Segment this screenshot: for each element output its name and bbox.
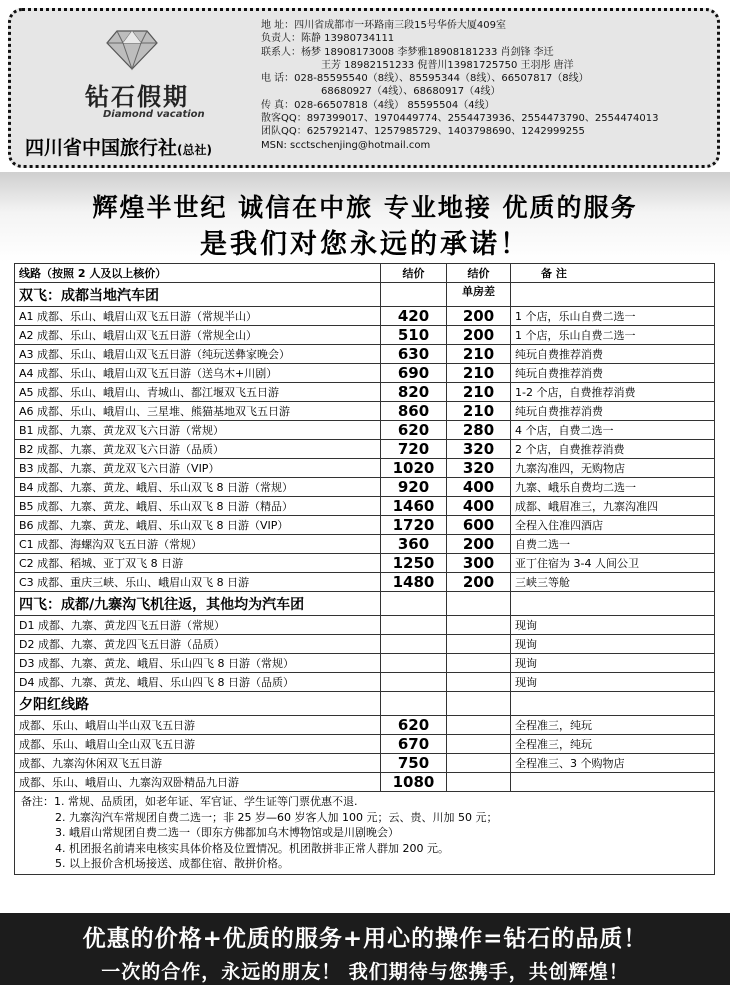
remark-cell: 九寨沟准四，无购物店: [511, 459, 715, 478]
route-cell: C3 成都、重庆三峡、乐山、峨眉山双飞 8 日游: [15, 573, 381, 592]
remark-cell: 九寨、峨乐自费均二选一: [511, 478, 715, 497]
remark-cell: 现询: [511, 673, 715, 692]
route-header: 线路（按照 2 人及以上核价）: [15, 264, 381, 283]
price-cell: 420: [381, 307, 447, 326]
single-supplement-cell: 200: [447, 535, 511, 554]
price-cell: 1020: [381, 459, 447, 478]
remark-cell: 现询: [511, 616, 715, 635]
section-price-cell: [381, 692, 447, 716]
price-cell: 1480: [381, 573, 447, 592]
slogan-line-2: 是我们对您永远的承诺！: [200, 229, 530, 260]
note-text: 3. 峨眉山常规团自费二选一（即东方佛都加乌木博物馆或是川剧晚会）: [55, 826, 399, 839]
route-cell: B4 成都、九寨、黄龙、峨眉、乐山双飞 8 日游（常规）: [15, 478, 381, 497]
single-supplement-cell: [447, 773, 511, 792]
manager-line: 负责人：陈静 13980734111: [261, 33, 395, 45]
price-cell: 1250: [381, 554, 447, 573]
group-qq-line: 团队QQ：625792147、1257985729、1403798690、1242999255: [261, 126, 585, 138]
remark-cell: 全程入住准四酒店: [511, 516, 715, 535]
phone-line: 电 话：028-85595540（8线）、85595344（8线）、66507817（8线）: [261, 73, 589, 85]
note-item: [21, 856, 708, 872]
route-cell: A3 成都、乐山、峨眉山双飞五日游（纯玩送彝家晚会）: [15, 345, 381, 364]
section-header-row: [15, 692, 715, 716]
single-supplement-cell: 200: [447, 326, 511, 345]
section-price-cell: [381, 283, 447, 307]
table-row: [15, 326, 715, 345]
note-text: 4. 机团报名前请来电核实具体价格及位置情况。机团散拼非正常人群加 200 元。: [55, 841, 449, 855]
contacts-line-2: 王芳 18982151233 倪普川13981725750 王羽彤 唐洋: [321, 59, 574, 71]
route-cell: 成都、九寨沟休闲双飞五日游: [15, 754, 381, 773]
table-row: [15, 535, 715, 554]
footer-banner: [0, 913, 730, 985]
table-row: [15, 345, 715, 364]
price-cell: [381, 616, 447, 635]
route-cell: 成都、乐山、峨眉山全山双飞五日游: [15, 735, 381, 754]
single-supplement-cell: 320: [447, 440, 511, 459]
remarks-header: 备 注: [511, 264, 715, 283]
remark-cell: 亚丁住宿为 3-4 人间公卫: [511, 554, 715, 573]
notes-label: 备注：: [21, 795, 54, 808]
section-note-cell: [511, 283, 715, 307]
agency-name: [25, 133, 212, 160]
table-row: [15, 616, 715, 635]
individual-qq-line: 散客QQ：897399017、1970449774、2554473936、2554473790、2554474013: [261, 113, 659, 125]
remark-cell: 1 个店，乐山自费二选一: [511, 307, 715, 326]
table-row: [15, 421, 715, 440]
note-item: [21, 825, 708, 841]
section-single-cell: [447, 592, 511, 616]
single-supplement-cell: 300: [447, 554, 511, 573]
remark-cell: 纯玩自费推荐消费: [511, 364, 715, 383]
remark-cell: 4 个店，自费二选一: [511, 421, 715, 440]
price-cell: 620: [381, 716, 447, 735]
notes-row: [15, 792, 715, 875]
contacts-line: 联系人：杨梦 18908173008 李梦雅18908181233 肖剑锋 李迁: [261, 46, 554, 58]
company-header: [8, 8, 720, 168]
route-cell: D4 成都、九寨、黄龙、峨眉、乐山四飞 8 日游（品质）: [15, 673, 381, 692]
route-cell: B1 成都、九寨、黄龙双飞六日游（常规）: [15, 421, 381, 440]
route-cell: B3 成都、九寨、黄龙双飞六日游（VIP）: [15, 459, 381, 478]
single-supplement-cell: [447, 654, 511, 673]
diamond-icon: [105, 27, 159, 71]
table-row: [15, 654, 715, 673]
remark-cell: 三峡三等舱: [511, 573, 715, 592]
footer-slogan-1: 优惠的价格+优质的服务+用心的操作=钻石的品质！: [82, 926, 648, 952]
note-item: [21, 841, 708, 857]
price-cell: 620: [381, 421, 447, 440]
price-cell: 670: [381, 735, 447, 754]
brand-name-en: Diamond vacation: [103, 109, 205, 120]
table-row: [15, 573, 715, 592]
remark-cell: 全程准三，纯玩: [511, 735, 715, 754]
table-row: [15, 459, 715, 478]
phone-line-2: 68680927（4线）、68680917（4线）: [321, 86, 501, 98]
single-supplement-cell: 210: [447, 345, 511, 364]
table-row: [15, 673, 715, 692]
remark-cell: 自费二选一: [511, 535, 715, 554]
price-cell: [381, 673, 447, 692]
single-supplement-cell: [447, 616, 511, 635]
route-cell: D1 成都、九寨、黄龙四飞五日游（常规）: [15, 616, 381, 635]
single-supplement-cell: 400: [447, 497, 511, 516]
brand-name-cn: 钻石假期: [85, 83, 189, 111]
single-supplement-cell: 280: [447, 421, 511, 440]
remark-cell: 2 个店，自费推荐消费: [511, 440, 715, 459]
route-cell: A1 成都、乐山、峨眉山双飞五日游（常规半山）: [15, 307, 381, 326]
section-single-cell: [447, 692, 511, 716]
section-price-cell: [381, 592, 447, 616]
remark-cell: 成都、峨眉准三，九寨沟准四: [511, 497, 715, 516]
table-row: [15, 754, 715, 773]
remark-cell: 全程准三、3 个购物店: [511, 754, 715, 773]
route-cell: D3 成都、九寨、黄龙、峨眉、乐山四飞 8 日游（常规）: [15, 654, 381, 673]
msn-line: MSN: scctschenjing@hotmail.com: [261, 139, 431, 151]
route-cell: C1 成都、海螺沟双飞五日游（常规）: [15, 535, 381, 554]
table-row: [15, 716, 715, 735]
price-table-body: [15, 264, 715, 875]
remark-cell: 1-2 个店，自费推荐消费: [511, 383, 715, 402]
table-row: [15, 554, 715, 573]
table-row: [15, 497, 715, 516]
single-header: 结价: [447, 264, 511, 283]
price-cell: 1080: [381, 773, 447, 792]
route-cell: B2 成都、九寨、黄龙双飞六日游（品质）: [15, 440, 381, 459]
route-cell: D2 成都、九寨、黄龙四飞五日游（品质）: [15, 635, 381, 654]
single-supplement-cell: [447, 754, 511, 773]
remark-cell: [511, 773, 715, 792]
single-supplement-cell: 600: [447, 516, 511, 535]
contact-info: [261, 19, 659, 152]
route-cell: A6 成都、乐山、峨眉山、三星堆、熊猫基地双飞五日游: [15, 402, 381, 421]
route-cell: A2 成都、乐山、峨眉山双飞五日游（常规全山）: [15, 326, 381, 345]
route-cell: 成都、乐山、峨眉山、九寨沟双卧精品九日游: [15, 773, 381, 792]
section-title: 双飞：成都当地汽车团: [15, 283, 381, 307]
price-cell: 690: [381, 364, 447, 383]
route-cell: C2 成都、稻城、亚丁双飞 8 日游: [15, 554, 381, 573]
single-supplement-cell: 210: [447, 383, 511, 402]
single-supplement-cell: 200: [447, 307, 511, 326]
remark-cell: 全程准三，纯玩: [511, 716, 715, 735]
price-cell: 750: [381, 754, 447, 773]
single-supplement-cell: 320: [447, 459, 511, 478]
price-cell: 820: [381, 383, 447, 402]
price-cell: 860: [381, 402, 447, 421]
fax-line: 传 真：028-66507818（4线） 85595504（4线）: [261, 99, 495, 111]
footer-slogan-2: 一次的合作，永远的朋友！ 我们期待与您携手，共创辉煌！: [101, 961, 629, 983]
section-single-cell: 单房差: [447, 283, 511, 307]
note-item: [21, 810, 708, 826]
price-cell: 360: [381, 535, 447, 554]
price-cell: [381, 635, 447, 654]
remark-cell: 现询: [511, 635, 715, 654]
remark-cell: 纯玩自费推荐消费: [511, 345, 715, 364]
table-row: [15, 364, 715, 383]
agency-suffix: (总社): [177, 143, 212, 157]
section-header-row: [15, 283, 715, 307]
table-row: [15, 516, 715, 535]
table-row: [15, 735, 715, 754]
remark-cell: 纯玩自费推荐消费: [511, 402, 715, 421]
route-cell: A4 成都、乐山、峨眉山双飞五日游（送乌木+川剧）: [15, 364, 381, 383]
remark-cell: 现询: [511, 654, 715, 673]
price-cell: 510: [381, 326, 447, 345]
note-text: 2. 九寨沟汽车常规团自费二选一；非 25 岁—60 岁客人加 100 元；云、贵、川加 50 元；: [55, 810, 498, 824]
table-row: [15, 478, 715, 497]
agency-name-text: 四川省中国旅行社: [25, 137, 178, 159]
price-cell: 720: [381, 440, 447, 459]
note-item: [21, 794, 708, 810]
single-supplement-cell: [447, 635, 511, 654]
price-header: 结价: [381, 264, 447, 283]
note-text: 5. 以上报价含机场接送、成都住宿、散拼价格。: [55, 857, 289, 870]
route-cell: B5 成都、九寨、黄龙、峨眉、乐山双飞 8 日游（精品）: [15, 497, 381, 516]
price-cell: 1720: [381, 516, 447, 535]
price-cell: 630: [381, 345, 447, 364]
price-cell: 920: [381, 478, 447, 497]
table-row: [15, 773, 715, 792]
single-supplement-cell: [447, 673, 511, 692]
route-cell: B6 成都、九寨、黄龙、峨眉、乐山双飞 8 日游（VIP）: [15, 516, 381, 535]
price-table: [14, 263, 715, 875]
table-row: [15, 402, 715, 421]
slogan-line-1: 辉煌半世纪 诚信在中旅 专业地接 优质的服务: [92, 193, 638, 222]
notes-cell: [15, 792, 715, 875]
single-supplement-cell: 210: [447, 402, 511, 421]
route-cell: 成都、乐山、峨眉山半山双飞五日游: [15, 716, 381, 735]
table-header-row: [15, 264, 715, 283]
note-text: 1. 常规、品质团，如老年证、军官证、学生证等门票优惠不退.: [54, 795, 358, 808]
section-title: 夕阳红线路: [15, 692, 381, 716]
single-supplement-cell: 200: [447, 573, 511, 592]
address-line: 地 址：四川省成都市一环路南三段15号华侨大厦409室: [261, 20, 506, 31]
table-row: [15, 383, 715, 402]
remark-cell: 1 个店，乐山自费二选一: [511, 326, 715, 345]
single-supplement-cell: [447, 735, 511, 754]
section-note-cell: [511, 692, 715, 716]
table-row: [15, 307, 715, 326]
single-supplement-cell: 210: [447, 364, 511, 383]
section-note-cell: [511, 592, 715, 616]
price-cell: 1460: [381, 497, 447, 516]
section-title: 四飞：成都/九寨沟飞机往返，其他均为汽车团: [15, 592, 381, 616]
route-cell: A5 成都、乐山、峨眉山、青城山、都江堰双飞五日游: [15, 383, 381, 402]
single-supplement-cell: 400: [447, 478, 511, 497]
brand-logo: [25, 21, 255, 161]
section-header-row: [15, 592, 715, 616]
price-cell: [381, 654, 447, 673]
table-row: [15, 635, 715, 654]
single-supplement-cell: [447, 716, 511, 735]
table-row: [15, 440, 715, 459]
